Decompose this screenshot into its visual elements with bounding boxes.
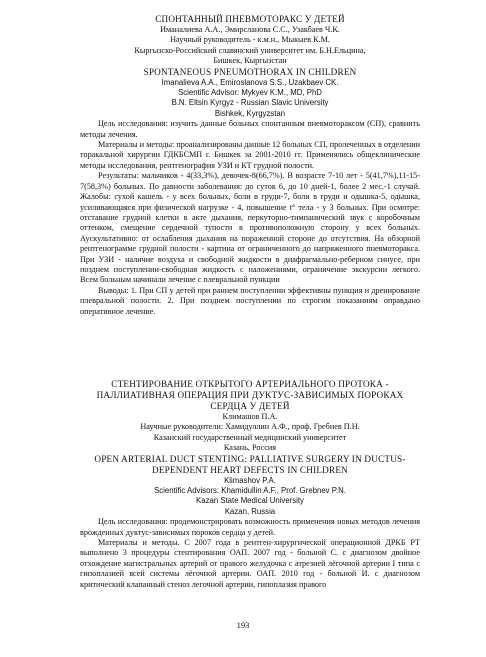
article-2-university-ru: Казанский государственный медицинский университет [153,432,347,442]
article-2-title-ru: СТЕНТИРОВАНИЕ ОТКРЫТОГО АРТЕРИАЛЬНОГО ПРОТОКА - ПАЛЛИАТИВНАЯ ОПЕРАЦИЯ ПРИ ДУКТУС-ЗАВИСИМЫХ ПОРОКАХ СЕРДЦА У ДЕТЕЙ [96,379,404,411]
article-2 [80,379,420,590]
article-2-university-en: Kazan State Medical University [196,496,304,506]
article-1-title-en: SPONTANEOUS PNEUMOTHORAX IN CHILDREN [143,66,357,77]
article-2-city-en: Kazan, Russia [224,506,276,516]
article-1-city-en: Bishkek, Kyrgyzstan [214,108,286,118]
article-1-advisor-en: Scientific Advisor: Mykyev K.M., MD, PhD [178,88,322,98]
article-1-city-ru: Бишкек, Кыргызстан [213,56,287,66]
article-1-title-ru: СПОНТАННЫЙ ПНЕВМОТОРАКС У ДЕТЕЙ [155,14,345,24]
article-2-advisor-ru: Научные руководители: Хамидуллин А.Ф., проф. Гребнев П.Н. [140,422,360,432]
article-1-paragraph: Результаты: мальчиков - 4(33,3%), девочек-8(66,7%). В возрасте 7-10 лет - 5(41,7%),11-15-7(58,3%) больных. По давности заболевания: до суток 6, до 10 дней-1, более 2 мес.-1 случай. Жалобы: сухой кашель - у всех больных, боли в груди-7, боли в груди и одышка-5, одышка, усиливающаяся при физической нагрузке - 4, повышение t° тела - у 3 больных. При осмотре: отставание грудной клетки в акте дыхания, перкуторно-тимпанический звук с коробочным оттенком, смещение сердечной тупости в противоположную сторону у всех больных. Аускультативно: от ослабления дыхания на пораженной стороне до отсутствия. На обзорной рентгенограмме грудной полости - картина от ограниченного до напряженного пневмоторакса. При УЗИ - наличие воздуха и свободной жидкости в диафрагмально-реберном синусе, при позднем поступлении-свободная жидкость с наложениями, ограничение экскурсии легкого. Всем больным начинали лечение с плевральной пункции [80,171,420,285]
article-1-university-ru: Кыргызско-Российский славянский университет им. Б.Н.Ельцина, [134,45,366,55]
article-2-paragraph: Цель исследования: продемонстрировать возможность применения новых методов лечения врожденных дуктус-зависимых пороков сердца у детей. [80,517,420,537]
page-number: 193 [236,620,250,630]
article-1-paragraph: Цель исследования: изучить данные больных спонтанным пневмотораксом (СП), сравнить методы лечения. [80,119,420,139]
article-1-authors-en: Imanalieva A.A., Emiroslanova S.S., Uzakbaev CK. [161,77,339,87]
article-1-university-en: B.N. Eltsin Kyrgyz - Russian Slavic University [171,98,329,108]
article-2-city-ru: Казань, Россия [223,443,277,453]
article-1-advisor-ru: Научный руководитель - к.м.н., Мыкыев К.М. [170,35,330,45]
article-1-paragraph: Материалы и методы: проанализированы данные 12 больных СП, пролеченных в отделении торакальной хирургии ГДКБСМП г. Бишкек за 2001-2010 гг. Применялись общеклинические методы исследования, рентгенография УЗИ и КТ грудной полости. [80,140,420,170]
article-2-author-en: Klimashov P.A. [224,475,276,485]
article-2-paragraph: Материалы и методы. С 2007 года в рентген-хирургической операционной ДРКБ РТ выполнено 3 процедуры стентирования ОАП. 2007 год - больной С. с диагнозом двойное отхождение магистральных артерий от правого желудочка с атрезией лёгочной артерии I типа с гипоплазией всей системы лёгочной артерии. ОАП. 2010 год - больной И. с диагнозом критический клапанный стеноз легочной артерии, гипоплазия правого [80,538,420,589]
article-2-advisor-en: Scientific Advisors: Khamidullin A.F., Prof. Grebnev P.N. [154,486,346,496]
article-1-authors-ru: Иманалиева А.А., Эмирсланова С.С., Узакбаев Ч.К. [160,25,340,34]
article-2-author-ru: Климашов П.А. [222,412,278,421]
article-1-paragraph: Выводы: 1. При СП у детей при раннем поступлении эффективны пункция и дренирование плевральной полости. 2. При позднем поступлении по строгим показаниям оправдано оперативное лечение. [80,285,420,316]
article-2-title-en: OPEN ARTERIAL DUCT STENTING: PALLIATIVE SURGERY IN DUCTUS-DEPENDENT HEART DEFECTS IN CHILDREN [94,453,406,475]
article-1 [80,14,420,317]
